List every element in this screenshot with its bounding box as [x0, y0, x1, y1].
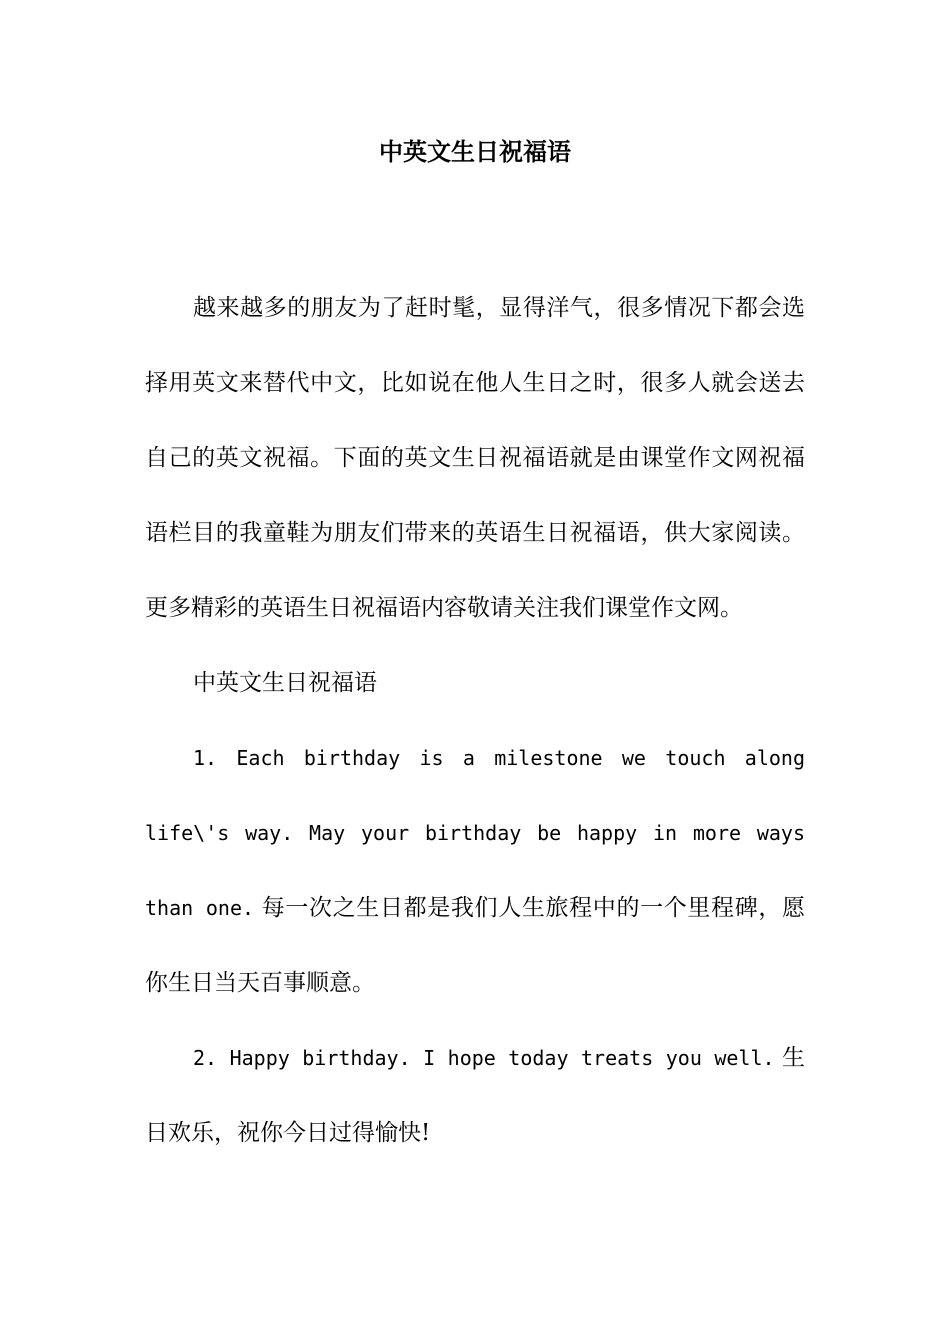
document-body	[145, 130, 805, 1171]
document-title: 中英文生日祝福语	[379, 137, 571, 166]
greeting-chinese: 生日欢乐，祝你今日过得愉快!	[145, 1045, 806, 1146]
greeting-item-1	[145, 721, 805, 1021]
intro-paragraph: 越来越多的朋友为了赶时髦，显得洋气，很多情况下都会选择用英文来替代中文，比如说在他人生日之时，很多人就会送去自己的英文祝福。下面的英文生日祝福语就是由课堂作文网祝福语栏目的我童鞋为朋友们带来的英语生日祝福语，供大家阅读。更多精彩的英语生日祝福语内容敬请关注我们课堂作文网。	[145, 295, 805, 621]
greeting-english: 1. Each birthday is a milestone we touch along life\'s way. May your birthday be happy in more ways than one.	[145, 746, 805, 920]
greeting-english: 2. Happy birthday. I hope today treats you well.	[193, 1046, 775, 1070]
greeting-item-2	[145, 1021, 805, 1171]
greeting-chinese: 每一次之生日都是我们人生旅程中的一个里程碑，愿你生日当天百事顺意。	[145, 895, 806, 996]
section-heading: 中英文生日祝福语	[193, 670, 377, 696]
